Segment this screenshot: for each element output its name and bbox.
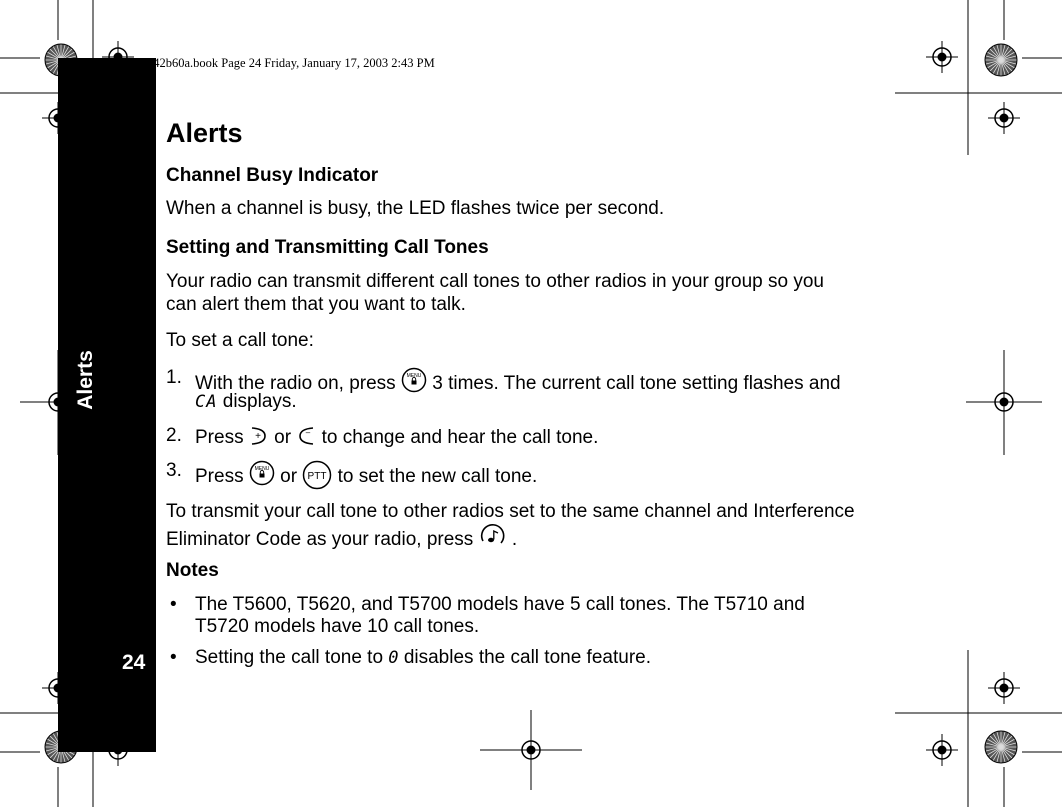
ptt-button-icon	[302, 460, 332, 490]
note-1-line1: The T5600, T5620, and T5700 models have 5 call tones. The T5710 and	[195, 594, 805, 615]
step-number: 2.	[166, 425, 182, 446]
heading-channel-busy: Channel Busy Indicator	[166, 165, 379, 186]
step-2-text-b: to change and hear the call tone.	[321, 427, 599, 448]
bullet: •	[170, 594, 177, 615]
step-3-text-a: Press	[195, 466, 244, 487]
page-title-wrap	[166, 118, 243, 149]
up-icon-symbol: +	[254, 431, 261, 442]
step-text	[195, 425, 598, 449]
call-tone-button-icon	[479, 523, 507, 549]
ptt-icon-label: PTT	[307, 471, 327, 482]
step-1-text-b: 3 times. The current call tone setting flashes and	[432, 373, 841, 394]
transmit-end: .	[511, 529, 518, 550]
transmit-line2	[166, 523, 517, 551]
set-tone-intro: To set a call tone:	[166, 330, 314, 351]
book-header: 042b60a.book Page 24 Friday, January 17, 2003 2:43 PM	[147, 56, 435, 70]
step-1-text-a: With the radio on, press	[195, 373, 396, 394]
tones-paragraph-line2: can alert them that you want to talk.	[166, 294, 466, 315]
step-text	[195, 460, 537, 490]
transmit-line1: To transmit your call tone to other radios set to the same channel and Interference	[166, 501, 855, 522]
heading-call-tones: Setting and Transmitting Call Tones	[166, 237, 489, 258]
transmit-text: Eliminator Code as your radio, press	[166, 529, 474, 550]
up-button-icon	[249, 425, 269, 447]
note-2-text-a: Setting the call tone to	[195, 647, 384, 668]
step-1-text-c: displays.	[222, 391, 297, 412]
step-number: 1.	[166, 367, 182, 388]
menu-icon-label: MENU	[254, 466, 270, 472]
tones-paragraph-line1: Your radio can transmit different call tones to other radios in your group so you	[166, 271, 824, 292]
busy-paragraph: When a channel is busy, the LED flashes twice per second.	[166, 198, 665, 219]
page-number: 24	[122, 651, 146, 674]
note-2-text	[195, 647, 651, 669]
step-2-or: or	[274, 427, 292, 448]
down-icon-symbol: –	[306, 428, 311, 437]
note-2-text-b: disables the call tone feature.	[403, 647, 651, 668]
step-3-or: or	[280, 466, 298, 487]
menu-button-icon	[249, 460, 275, 486]
note-1-line2: T5720 models have 10 call tones.	[195, 616, 480, 637]
step-2-text-a: Press	[195, 427, 244, 448]
lcd-code-ca: CA	[195, 392, 218, 412]
side-tab-title: Alerts	[74, 350, 97, 410]
side-tab	[58, 58, 156, 752]
down-button-icon	[296, 425, 316, 447]
step-number: 3.	[166, 460, 182, 481]
lcd-code-zero: 0	[388, 648, 399, 668]
menu-button-icon	[401, 367, 427, 393]
bullet: •	[170, 647, 177, 668]
page-title: Alerts	[166, 118, 243, 148]
notes-heading: Notes	[166, 560, 219, 581]
step-3-text-b: to set the new call tone.	[337, 466, 538, 487]
menu-icon-label: MENU	[406, 373, 422, 379]
